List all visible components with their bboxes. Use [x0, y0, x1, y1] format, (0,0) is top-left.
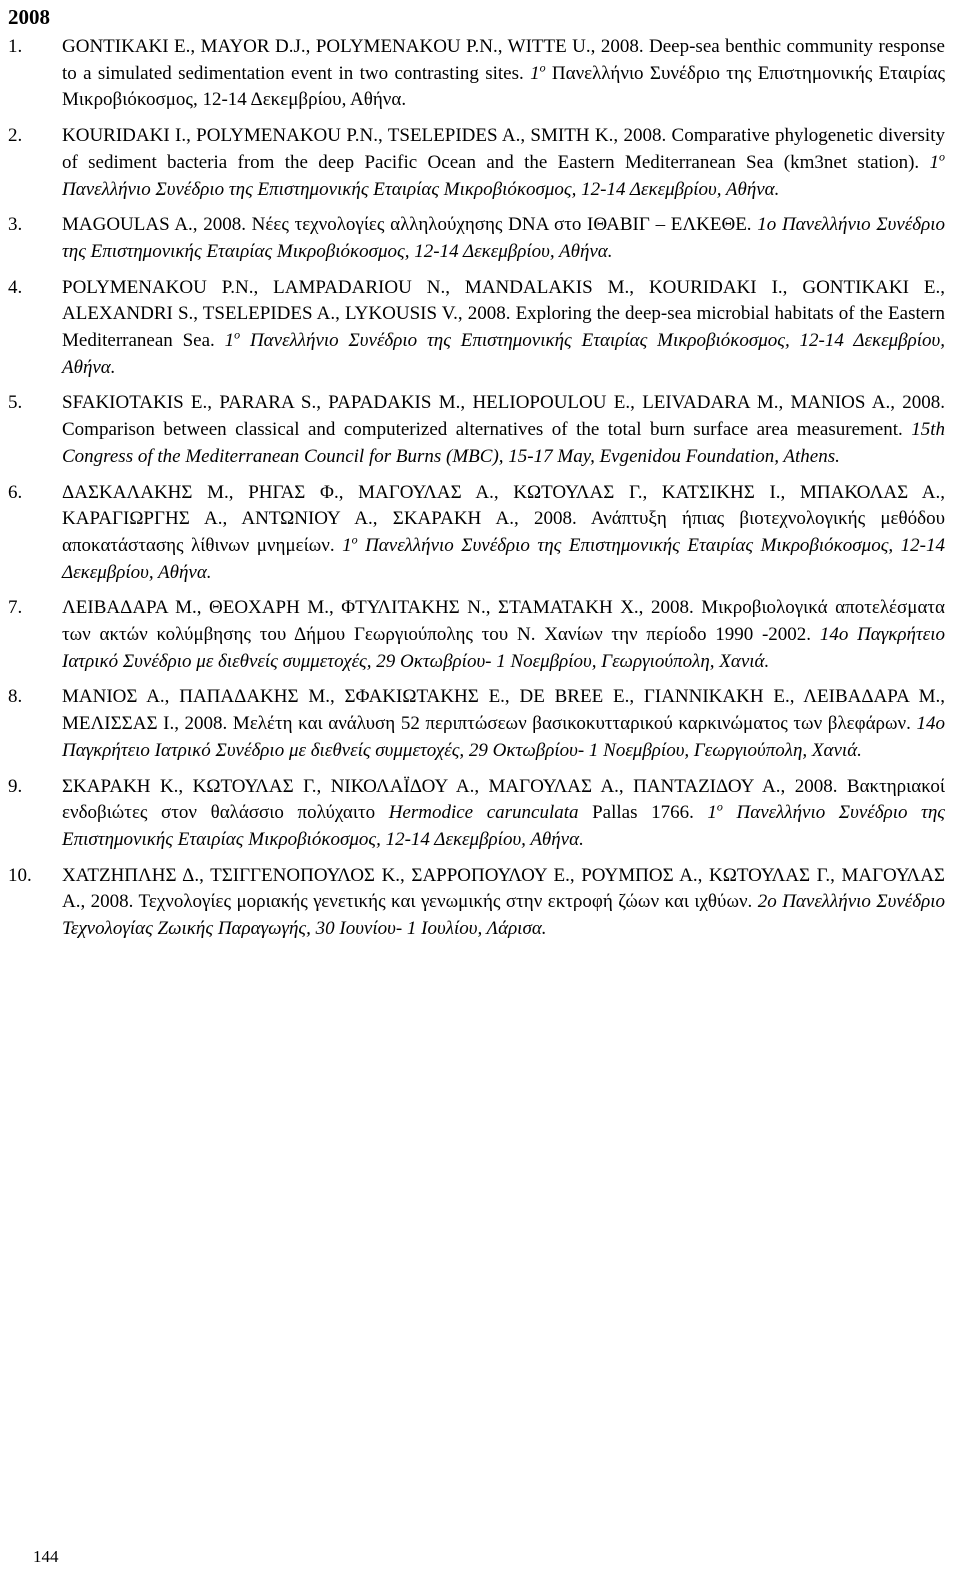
venue-ordinal-superscript: o — [351, 532, 358, 547]
reference-item — [0, 863, 960, 943]
venue-text: Πανελλήνιο Συνέδριο της Επιστημονικής Εταιρίας Μικροβιόκοσμος, 12-14 Δεκεμβρίου, Αθήνα. — [62, 330, 945, 378]
reference-number: 8. — [8, 686, 23, 708]
reference-item — [0, 684, 960, 764]
venue-ordinal-superscript: o — [539, 60, 546, 75]
reference-citation: ΛΕΙΒΑΔΑΡΑ Μ., ΘΕΟΧΑΡΗ Μ., ΦΤΥΛΙΤΑΚΗΣ Ν., ΣΤΑΜΑΤΑΚΗ Χ., 2008. Μικροβιολογικά αποτελέσματα των ακτών κολύμβησης του Δήμου Γεωργιούπολης του Ν. Χανίων την περίοδο 1990 -2002. — [62, 597, 945, 646]
reference-item — [0, 480, 960, 587]
reference-item — [0, 774, 960, 854]
reference-citation: ΣΚΑΡΑΚΗ Κ., ΚΩΤΟΥΛΑΣ Γ., ΝΙΚΟΛΑΪΔΟΥ Α., ΜΑΓΟΥΛΑΣ Α., ΠΑΝΤΑΖΙΔΟΥ Α., 2008. Βακτηριακοί ενδοβιώτες στον θαλάσσιο πολύχαιτο — [62, 775, 945, 824]
reference-list — [0, 34, 960, 952]
reference-number: 10. — [8, 864, 32, 886]
reference-citation: ΜΑΝΙΟΣ Α., ΠΑΠΑΔΑΚΗΣ Μ., ΣΦΑΚΙΩΤΑΚΗΣ Ε., DE BREE E., ΓΙΑΝΝΙΚΑΚΗ Ε., ΛΕΙΒΑΔΑΡΑ Μ., ΜΕΛΙΣΣΑΣ Ι., 2008. Μελέτη και ανάλυση 52 περιπτώσεων βασικοκυτταρικού καρκινώματος των βλεφάρων. — [62, 686, 945, 735]
venue-ordinal-number: 1 — [342, 534, 352, 556]
reference-number: 1. — [8, 36, 23, 57]
venue-text: Πανελλήνιο Συνέδριο της Επιστημονικής Εταιρίας Μικροβιόκοσμος, 12-14 Δεκεμβρίου, Αθήνα. — [62, 534, 945, 583]
reference-number: 2. — [8, 125, 23, 147]
venue-text: 15th Congress of the Mediterranean Council for Burns (MBC), 15-17 May, Evgenidou Foundation, Athens. — [62, 419, 945, 467]
venue-ordinal-superscript: o — [716, 799, 723, 814]
venue-ordinal-number: 1 — [929, 151, 939, 173]
venue-text: Πανελλήνιο Συνέδριο της Επιστημονικής Εταιρίας Μικροβιόκοσμος, 12-14 Δεκεμβρίου, Αθήνα. — [62, 802, 945, 850]
reference-citation: GONTIKAKI E., MAYOR D.J., POLYMENAKOU P.N., WITTE U., 2008. Deep-sea benthic community response to a simulated sedimentation event in two contrasting sites. — [62, 36, 945, 84]
species-name: Hermodice carunculata — [388, 802, 579, 824]
venue-ordinal-number: 1 — [707, 802, 717, 824]
reference-citation-continued: Pallas 1766. — [578, 802, 708, 824]
venue-ordinal-number: 1 — [224, 330, 235, 352]
venue-text: Πανελλήνιο Συνέδριο της Επιστημονικής Εταιρίας Μικροβιόκοσμος, 12-14 Δεκεμβρίου, Αθήνα. — [62, 178, 780, 200]
reference-citation: POLYMENAKOU P.N., LAMPADARIOU N., MANDALAKIS M., KOURIDAKI I., GONTIKAKI E., ALEXANDRI S., TSELEPIDES A., LYKOUSIS V., 2008. Exploring the deep-sea microbial habitats of the Eastern Mediterranean Sea. — [62, 276, 945, 352]
venue-ordinal-superscript: o — [234, 327, 241, 342]
venue-ordinal-superscript: o — [939, 149, 945, 164]
reference-citation: KOURIDAKI I., POLYMENAKOU P.N., TSELEPIDES A., SMITH K., 2008. Comparative phylogenetic diversity of sediment bacteria from the deep Pacific Ocean and the Eastern Mediterranean Sea (km3net station). — [62, 125, 945, 173]
venue-ordinal-number: 1 — [530, 62, 540, 84]
reference-number: 4. — [8, 276, 23, 298]
venue-text: 1ο Πανελλήνιο Συνέδριο της Επιστημονικής Εταιρίας Μικροβιόκοσμος, 12-14 Δεκεμβρίου, Αθήνα. — [62, 214, 946, 262]
reference-number: 5. — [8, 392, 23, 414]
venue-text: 14ο Παγκρήτειο Ιατρικό Συνέδριο με διεθνείς συμμετοχές, 29 Οκτωβρίου- 1 Νοεμβρίου, Γεωργιούπολη, Χανιά. — [62, 624, 945, 672]
year-heading: 2008 — [8, 5, 50, 29]
reference-item — [0, 275, 960, 382]
reference-citation: MAGOULAS A., 2008. Νέες τεχνολογίες αλληλούχησης DNA στο ΙΘΑΒΙΓ – ΕΛΚΕΘΕ. — [62, 214, 758, 236]
reference-citation: ΧΑΤΖΗΠΛΗΣ Δ., ΤΣΙΓΓΕΝΟΠΟΥΛΟΣ Κ., ΣΑΡΡΟΠΟΥΛΟΥ Ε., ΡΟΥΜΠΟΣ Α., ΚΩΤΟΥΛΑΣ Γ., ΜΑΓΟΥΛΑΣ Α., 2008. Τεχνολογίες μοριακής γενετικής και γενωμικής στην εκτροφή ζώων και ιχθύων. — [62, 864, 945, 913]
reference-item — [0, 390, 960, 470]
reference-number: 9. — [8, 775, 23, 797]
venue-text: Πανελλήνιο Συνέδριο της Επιστημονικής Εταιρίας Μικροβιόκοσμος, 12-14 Δεκεμβρίου, Αθήνα. — [62, 62, 945, 111]
reference-citation: SFAKIOTAKIS E., PARARA S., PAPADAKIS M., HELIOPOULOU E., LEIVADARA M., MANIOS A., 2008. Comparison between classical and computerized alternatives of the total burn surface area measurement. — [62, 392, 945, 441]
reference-item — [0, 123, 960, 203]
reference-item — [0, 34, 960, 114]
reference-citation: ΔΑΣΚΑΛΑΚΗΣ Μ., ΡΗΓΑΣ Φ., ΜΑΓΟΥΛΑΣ Α., ΚΩΤΟΥΛΑΣ Γ., ΚΑΤΣΙΚΗΣ Ι., ΜΠΑΚΟΛΑΣ Α., ΚΑΡΑΓΙΩΡΓΗΣ Α., ΑΝΤΩΝΙΟΥ Α., ΣΚΑΡΑΚΗ Α., 2008. Ανάπτυξη ήπιας βιοτεχνολογικής μεθόδου αποκατάστασης λίθινων μνημείων. — [62, 481, 945, 556]
venue-text: 2ο Πανελλήνιο Συνέδριο Τεχνολογίας Ζωικής Παραγωγής, 30 Ιουνίου- 1 Ιουλίου, Λάρισα. — [62, 891, 946, 940]
reference-number: 7. — [8, 597, 23, 619]
page-number: 144 — [33, 1547, 59, 1566]
venue-text: 14ο Παγκρήτειο Ιατρικό Συνέδριο με διεθνείς συμμετοχές, 29 Οκτωβρίου- 1 Νοεμβρίου, Γεωργιούπολη, Χανιά. — [62, 713, 945, 761]
reference-number: 3. — [8, 214, 23, 236]
reference-item — [0, 212, 960, 265]
reference-item — [0, 595, 960, 675]
reference-number: 6. — [8, 481, 23, 503]
